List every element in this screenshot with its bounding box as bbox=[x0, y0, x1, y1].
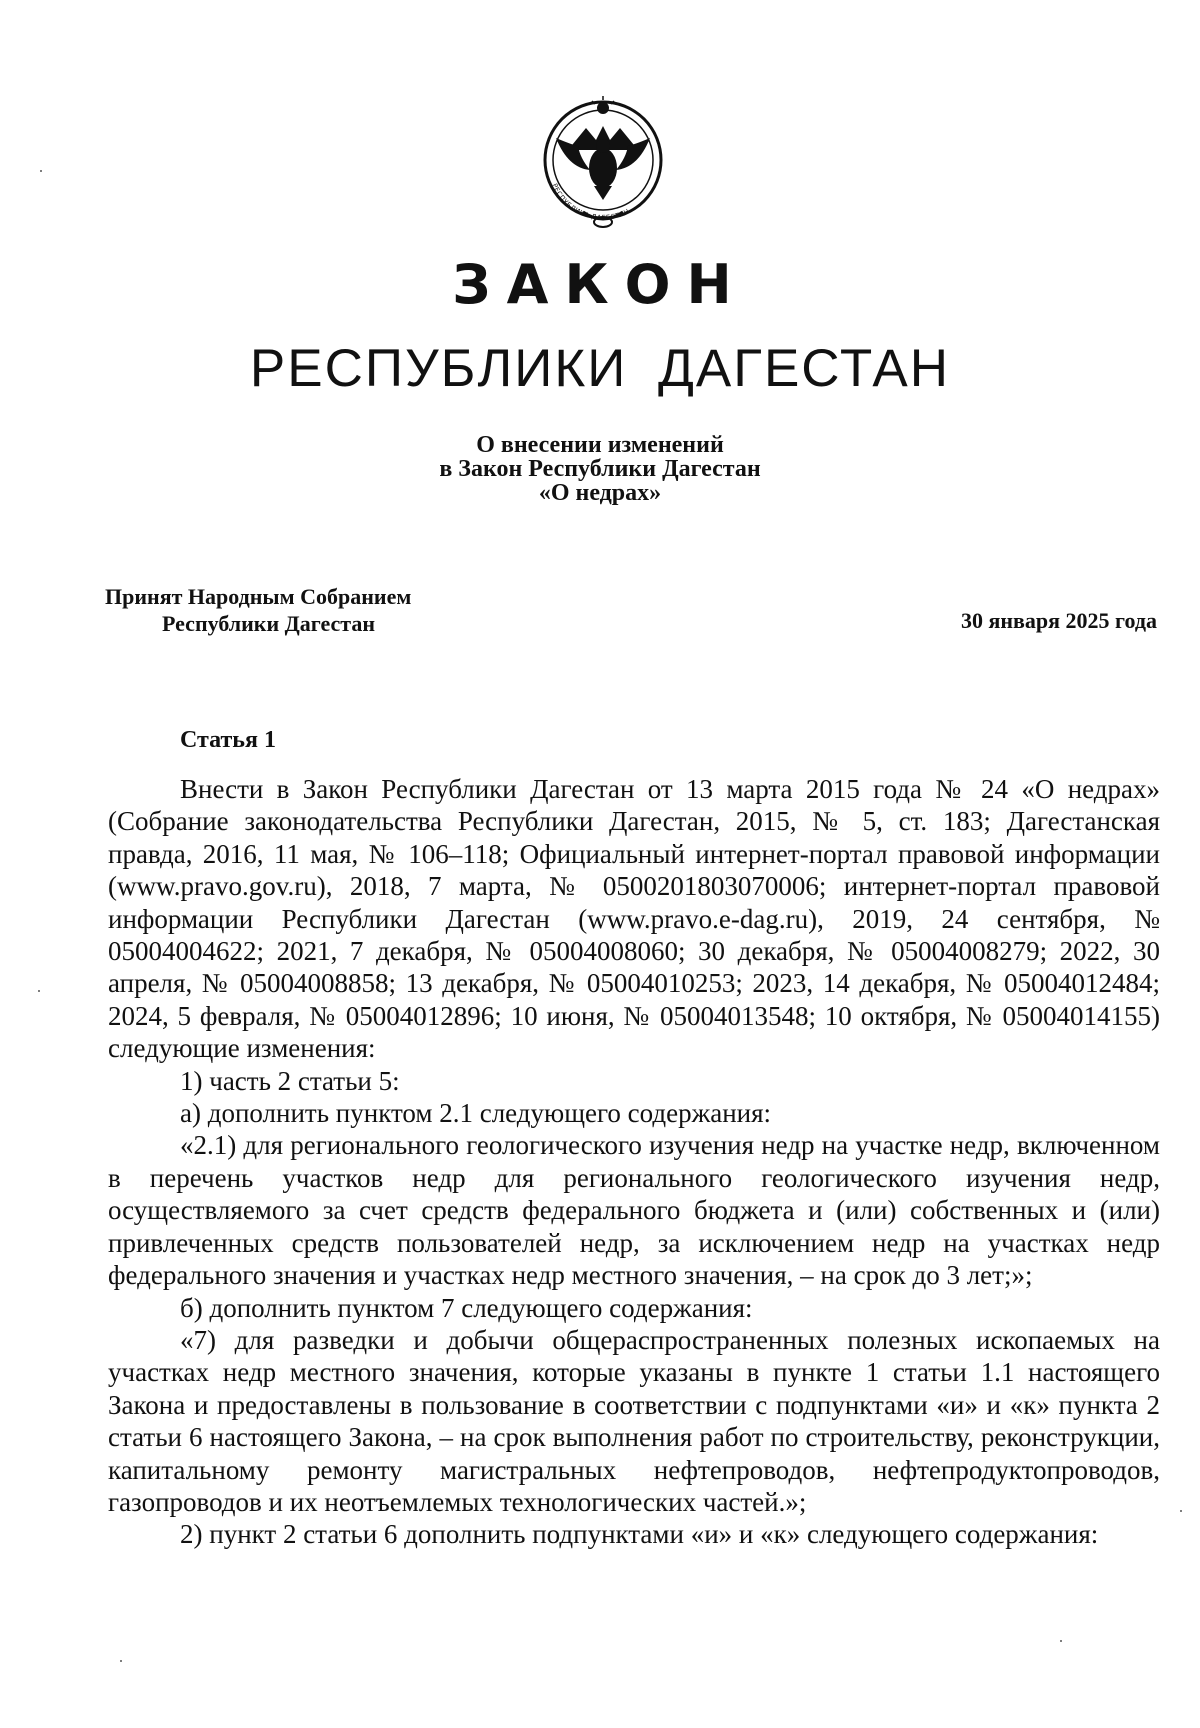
subject-line: «О недрах» bbox=[538, 480, 662, 506]
article-body bbox=[108, 773, 1160, 1551]
scan-speck bbox=[40, 170, 42, 172]
adoption-date: 30 января 2025 года bbox=[960, 608, 1157, 633]
article-paragraph: «2.1) для регионального геологического изучения недр на участке недр, включенном в перечень участков недр для регионального геологического изучения недр, осуществляемого за счет средств федерального бюджета и (или) собственных и (или) привлеченных средств пользователей недр, за исключением недр на участках недр федерального значения и участках недр местного значения, – на срок до 3 лет;»; bbox=[108, 1130, 1160, 1291]
scan-speck bbox=[38, 990, 40, 992]
scan-speck bbox=[1180, 1510, 1182, 1512]
adoption-block bbox=[105, 583, 411, 637]
article-heading: Статья 1 bbox=[180, 727, 276, 753]
article-paragraph: 2) пункт 2 статьи 6 дополнить подпунктами «и» и «к» следующего содержания: bbox=[180, 1519, 1099, 1550]
law-subject bbox=[0, 433, 1200, 505]
adoption-line: Принят Народным Собранием bbox=[105, 584, 412, 609]
article-paragraph: 1) часть 2 статьи 5: bbox=[180, 1065, 400, 1096]
scan-speck bbox=[120, 1660, 122, 1662]
subject-line: в Закон Республики Дагестан bbox=[439, 456, 761, 482]
law-title: ЗАКОН bbox=[452, 253, 748, 316]
article-paragraph: б) дополнить пунктом 7 следующего содержания: bbox=[180, 1292, 753, 1323]
law-subtitle: РЕСПУБЛИКИ ДАГЕСТАН bbox=[249, 339, 951, 398]
dagestan-coat-of-arms-icon bbox=[528, 88, 678, 238]
article-paragraph: а) дополнить пунктом 2.1 следующего содержания: bbox=[180, 1098, 772, 1129]
article-paragraph: «7) для разведки и добычи общераспространенных полезных ископаемых на участках недр местного значения, которые указаны в пункте 1 статьи 1.1 настоящего Закона и предоставлены в пользование в соответствии с подпунктами «и» и «к» пункта 2 статьи 6 настоящего Закона, – на срок выполнения работ по строительству, реконструкции, капитальному ремонту магистральных нефтепроводов, нефтепродуктопроводов, газопроводов и их неотъемлемых технологических частей.»; bbox=[108, 1324, 1160, 1517]
adoption-line: Республики Дагестан bbox=[162, 611, 376, 636]
subject-line: О внесении изменений bbox=[476, 432, 724, 458]
article-paragraph: Внести в Закон Республики Дагестан от 13 марта 2015 года № 24 «О недрах» (Собрание законодательства Республики Дагестан, 2015, № 5, ст. 183; Дагестанская правда, 2016, 11 мая, № 106–118; Официальный интернет-портал правовой информации (www.pravo.gov.ru), 2018, 7 марта, № 0500201803070006; интернет-портал правовой информации Республики Дагестан (www.pravo.e-dag.ru), 2019, 24 сентября, № 05004004622; 2021, 7 декабря, № 05004008060; 30 декабря, № 05004008279; 2022, 30 апреля, № 05004008858; 13 декабря, № 05004010253; 2023, 14 декабря, № 05004012484; 2024, 5 февраля, № 05004012896; 10 июня, № 05004013548; 10 октября, № 05004014155) следующие изменения: bbox=[108, 774, 1160, 1064]
svg-text:РЕСПУБЛИКА ДАГЕСТАН: РЕСПУБЛИКА ДАГЕСТАН bbox=[550, 182, 631, 222]
scan-speck bbox=[1060, 1640, 1062, 1642]
